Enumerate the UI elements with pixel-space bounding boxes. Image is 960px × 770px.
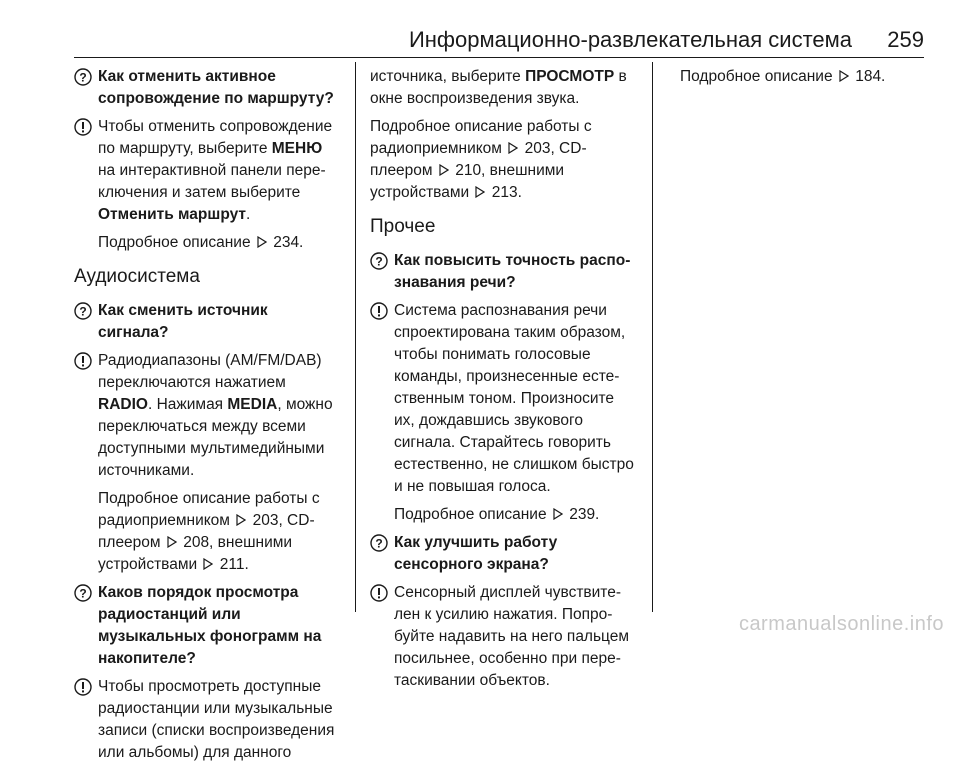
answer-text: Система распознавания речи спроектирована таким образом, чтобы понимать голосовые команды, произнесенные естественным тоном. Произносите их, дождавшись звукового сигнала. Старайтесь говорить естественно, не слишком быстро и не повышая голоса. (394, 302, 634, 495)
question-circle-icon (74, 68, 92, 86)
triangle-reference-icon (839, 70, 849, 82)
reference-line: Подробное описание 234. (98, 234, 304, 251)
triangle-reference-icon (439, 164, 449, 176)
triangle-reference-icon (236, 514, 246, 526)
column-divider (652, 62, 653, 612)
question-item (370, 532, 636, 576)
answer-item (370, 582, 636, 692)
continued-text: источника, выберите ПРОСМОТР в окне воспроизведения звука. (370, 68, 627, 107)
answer-text: Радиодиапазоны (AM/FM/DAB) переключаются нажатием RADIO. Нажимая MEDIA, можно переключаться между всеми доступными мультимедийными источниками. (98, 352, 333, 479)
answer-item (74, 676, 340, 764)
answer-text: Сенсорный дисплей чувствителен к усилию нажатия. Попробуйте надавить на него пальцем посильнее, особенно при перетаскивании объектов. (394, 584, 630, 689)
question-circle-icon (370, 252, 388, 270)
reference-line: Подробное описание работы с радиоприемником 203, CD-плеером 210, внешними устройствами 213. (370, 118, 592, 201)
page-number: 259 (887, 27, 924, 52)
exclamation-circle-icon (74, 118, 92, 136)
section-heading: Аудиосистема (74, 266, 200, 287)
answer-text: Чтобы просмотреть доступные радиостанции или музыкальные записи (списки воспроизведения или альбомы) для данного (98, 678, 335, 761)
exclamation-circle-icon (370, 302, 388, 320)
cancel-route-keyword: Отменить маршрут (98, 206, 246, 223)
question-item (74, 582, 340, 670)
question-text: Как повысить точность распознавания речи? (394, 252, 631, 291)
browse-keyword: ПРОСМОТР (525, 68, 615, 85)
radio-keyword: RADIO (98, 396, 148, 413)
exclamation-circle-icon (74, 352, 92, 370)
column-divider (355, 62, 356, 612)
question-text: Каков порядок просмотра радиостанций или музыкальных фонограмм на накопителе? (98, 584, 322, 667)
question-circle-icon (74, 584, 92, 602)
triangle-reference-icon (257, 236, 267, 248)
page-header (74, 26, 924, 58)
answer-item (74, 350, 340, 482)
reference-line: Подробное описание работы с радиоприемником 203, CD-плеером 208, внешними устройствами 211. (98, 490, 320, 573)
answer-item (74, 116, 340, 226)
column-1 (74, 66, 340, 770)
reference-line: Подробное описание 239. (394, 506, 600, 523)
triangle-reference-icon (508, 142, 518, 154)
triangle-reference-icon (475, 186, 485, 198)
watermark: carmanualsonline.info (738, 613, 944, 635)
media-keyword: MEDIA (227, 396, 278, 413)
answer-item (370, 300, 636, 498)
question-item (370, 250, 636, 294)
page-title: Информационно-развлекательная система (408, 27, 852, 52)
answer-text: Чтобы отменить сопровождение по маршруту, выберите МЕНЮ на интерактивной панели переключения и затем выберите Отменить маршрут. (98, 118, 333, 223)
triangle-reference-icon (167, 536, 177, 548)
question-circle-icon (74, 302, 92, 320)
question-item (74, 300, 340, 344)
triangle-reference-icon (553, 508, 563, 520)
reference-line: Подробное описание 184. (680, 68, 886, 85)
exclamation-circle-icon (74, 678, 92, 696)
triangle-reference-icon (203, 558, 213, 570)
header-rule (74, 57, 924, 58)
question-item (74, 66, 340, 110)
question-circle-icon (370, 534, 388, 552)
column-2 (370, 66, 636, 698)
question-text: Как улучшить работу сенсорного экрана? (394, 534, 558, 573)
exclamation-circle-icon (370, 584, 388, 602)
question-text: Как сменить источник сигнала? (98, 302, 268, 341)
column-3 (680, 66, 930, 94)
menu-keyword: МЕНЮ (271, 140, 323, 157)
section-heading: Прочее (370, 216, 436, 237)
question-text: Как отменить активное сопровождение по маршруту? (98, 68, 334, 107)
